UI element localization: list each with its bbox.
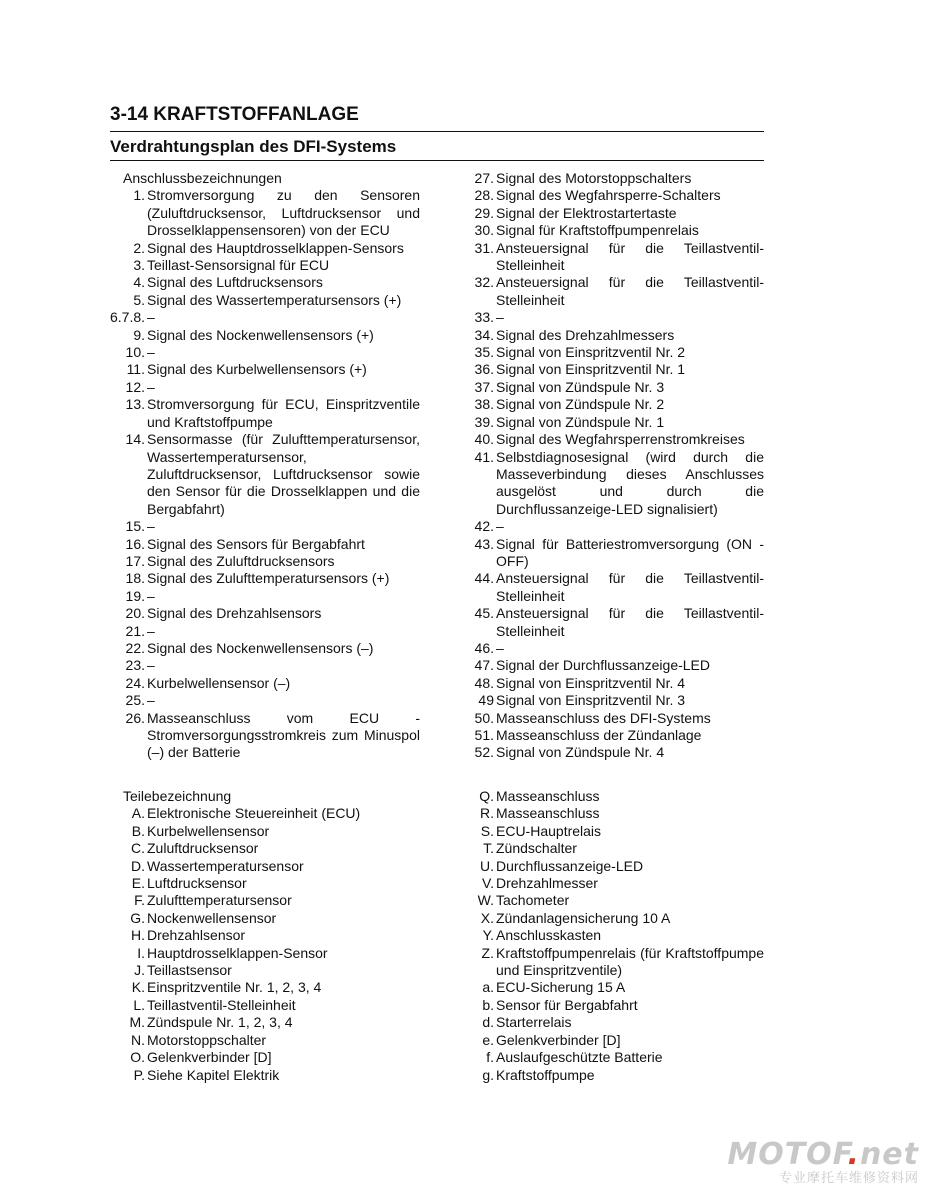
watermark-brand-dot: . (847, 1137, 860, 1172)
part-item-text: Zündspule Nr. 1, 2, 3, 4 (147, 1014, 293, 1031)
connector-item-number: 39. (474, 413, 494, 430)
connector-item-number: 9. (133, 326, 145, 343)
connector-item (468, 710, 764, 727)
connector-item (468, 205, 764, 222)
parts-heading: Teilebezeichnung (123, 788, 232, 804)
part-item-text: Kraftstoffpumpenrelais (für Kraftstoffpumpe und Einspritzventile) (496, 944, 764, 979)
connector-item-number: 49 (478, 692, 494, 709)
title-rule (110, 131, 764, 132)
part-item (110, 1067, 420, 1084)
connector-item-number: 33. (474, 309, 494, 326)
connector-item-number: 5. (133, 291, 145, 308)
part-item-number: g. (482, 1066, 494, 1083)
part-item-text: Wassertemperatursensor (147, 857, 304, 874)
connector-item-text: Ansteuersignal für die Teillastventil-Stelleinheit (496, 239, 764, 274)
part-item (468, 1014, 764, 1031)
connector-item (468, 675, 764, 692)
part-item-number: H. (131, 927, 145, 944)
connector-item-text: Signal des Wegfahrsperre-Schalters (496, 187, 721, 204)
connector-heading: Anschlussbezeichnungen (123, 170, 282, 186)
connector-item (110, 396, 420, 431)
connector-item-text: Masseanschluss der Zündanlage (496, 727, 702, 743)
connector-item (468, 570, 764, 605)
part-item (110, 1032, 420, 1049)
part-item (468, 1032, 764, 1049)
connector-item-text: – (147, 344, 155, 361)
part-item-text: Masseanschluss (496, 788, 600, 804)
connector-item (110, 570, 420, 587)
connector-item-text: Signal von Zündspule Nr. 4 (496, 744, 665, 761)
connector-item (468, 309, 764, 326)
part-item (468, 892, 764, 909)
part-item-number: Z. (481, 944, 494, 961)
connector-item (110, 257, 420, 274)
connector-item-number: 12. (125, 378, 145, 395)
connector-item-number: 41. (474, 448, 494, 465)
connector-item (468, 170, 764, 187)
part-item-text: Auslaufgeschützte Batterie (496, 1049, 663, 1066)
subtitle-rule (110, 160, 764, 161)
connector-item-number: 37. (474, 378, 494, 395)
connector-item-text: – (147, 657, 155, 674)
connector-item-number: 16. (125, 535, 145, 552)
connector-item-text: Signal des Wassertemperatursensors (+) (147, 291, 402, 308)
connector-item-number: 40. (474, 431, 494, 448)
part-item-number: a. (482, 979, 494, 996)
part-item-number: V. (482, 875, 494, 892)
connector-item (110, 536, 420, 553)
connector-item-text: Signal von Zündspule Nr. 3 (496, 378, 665, 395)
connector-item-text: Signal des Zuluftdrucksensors (147, 552, 335, 569)
connector-item (468, 518, 764, 535)
part-item (110, 927, 420, 944)
connector-item-number: 27. (474, 170, 494, 186)
connector-item (468, 344, 764, 361)
connector-item-number: 34. (474, 326, 494, 343)
watermark-brand (727, 1137, 919, 1172)
part-item (110, 910, 420, 927)
part-item-text: Motorstoppschalter (147, 1031, 267, 1048)
connector-item-number: 52. (474, 744, 494, 761)
connector-item-text: Signal des Zulufttemperatursensors (+) (147, 570, 390, 587)
connector-item (468, 187, 764, 204)
connector-item (110, 344, 420, 361)
connector-item (110, 309, 420, 326)
part-item (468, 823, 764, 840)
connector-item-text: Signal des Wegfahrsperrenstromkreises (496, 431, 745, 448)
connector-item-number: 51. (474, 727, 494, 743)
connector-item-number: 47. (474, 657, 494, 674)
part-item-number: W. (477, 892, 494, 909)
connector-item-text: Selbstdiagnosesignal (wird durch die Masseverbindung dieses Anschlusses ausgelöst und durch die Durchflussanzeige-LED signalisiert) (496, 448, 764, 517)
part-item-text: Zündanlagensicherung 10 A (496, 909, 671, 926)
connector-item-text: – (147, 309, 155, 326)
part-item-number: f. (486, 1049, 494, 1066)
part-item-text: Anschlusskasten (496, 927, 602, 944)
connector-item-text: Signal des Drehzahlmessers (496, 326, 675, 343)
connector-item-number: 42. (474, 518, 494, 535)
connector-item (110, 605, 420, 622)
part-item-text: Durchflussanzeige-LED (496, 857, 644, 874)
part-item-number: d. (482, 1014, 494, 1031)
connector-item-number: 20. (125, 605, 145, 622)
part-item-number: B. (131, 822, 145, 839)
part-item (110, 805, 420, 822)
connector-item (468, 657, 764, 674)
part-item-text: Luftdrucksensor (147, 875, 247, 892)
connector-list-right (468, 170, 764, 762)
part-item-number: Q. (479, 788, 494, 804)
part-item-text: Einspritzventile Nr. 1, 2, 3, 4 (147, 979, 322, 996)
connector-item-text: Signal des Kurbelwellensensors (+) (147, 361, 367, 378)
part-item-text: Zuluftdrucksensor (147, 840, 259, 857)
part-item-text: ECU-Sicherung 15 A (496, 979, 626, 996)
part-item-number: T. (483, 840, 494, 857)
part-item-number: M. (129, 1014, 145, 1031)
connector-item (110, 518, 420, 535)
connector-item-text: Signal des Drehzahlsensors (147, 605, 322, 622)
connector-item (110, 187, 420, 239)
part-item-text: Hauptdrosselklappen-Sensor (147, 944, 328, 961)
part-item-text: Kurbelwellensensor (147, 822, 270, 839)
part-item-number: E. (131, 875, 145, 892)
part-item (110, 840, 420, 857)
connector-item-text: Signal von Einspritzventil Nr. 4 (496, 674, 686, 691)
connector-item (468, 274, 764, 309)
connector-item (468, 361, 764, 378)
connector-item-text: – (147, 518, 155, 535)
connector-item-number: 30. (474, 222, 494, 239)
connector-item-number: 22. (125, 639, 145, 656)
connector-item-text: – (147, 587, 155, 604)
part-item-text: Zündschalter (496, 840, 577, 857)
connector-item (110, 692, 420, 709)
part-item-number: N. (131, 1031, 145, 1048)
connector-item-number: 2. (133, 239, 145, 256)
part-item-number: P. (133, 1066, 145, 1083)
connector-item-number: 24. (125, 674, 145, 691)
part-item-text: Elektronische Steuereinheit (ECU) (147, 805, 361, 822)
connector-item-text: – (496, 518, 504, 535)
part-item-text: Gelenkverbinder [D] (496, 1031, 621, 1048)
connector-item (110, 361, 420, 378)
part-item (468, 910, 764, 927)
connector-item (468, 240, 764, 275)
part-item-number: D. (131, 857, 145, 874)
connector-item (468, 727, 764, 744)
connector-item-text: Signal des Hauptdrosselklappen-Sensors (147, 239, 404, 256)
part-item-number: R. (480, 805, 494, 822)
parts-items-left (110, 805, 420, 1084)
connector-item-number: 21. (125, 622, 145, 639)
connector-item-text: Signal der Elektrostartertaste (496, 204, 677, 221)
page-subtitle: Verdrahtungsplan des DFI-Systems (110, 137, 397, 156)
part-item (468, 1049, 764, 1066)
connector-item-number: 35. (474, 344, 494, 361)
part-item-number: J. (134, 962, 145, 979)
part-item-number: K. (131, 979, 145, 996)
connector-item (468, 536, 764, 571)
part-item (110, 945, 420, 962)
part-item (110, 858, 420, 875)
connector-item-text: Signal von Zündspule Nr. 2 (496, 396, 665, 413)
part-item-text: Drehzahlmesser (496, 875, 598, 892)
part-item-text: Teillastventil-Stelleinheit (147, 996, 296, 1013)
part-item (468, 840, 764, 857)
part-item-number: b. (482, 996, 494, 1013)
connector-item-number: 13. (125, 396, 145, 413)
connector-item (110, 431, 420, 518)
part-item-text: ECU-Hauptrelais (496, 822, 602, 839)
parts-list-right (468, 788, 764, 1084)
connector-item-number: 11. (126, 361, 145, 378)
connector-item-number: 14. (125, 431, 145, 448)
connector-item-number: 4. (133, 274, 145, 291)
connector-item-text: Signal des Nockenwellensensors (+) (147, 326, 374, 343)
connector-item (468, 327, 764, 344)
part-item (110, 979, 420, 996)
connector-item (110, 588, 420, 605)
connector-item-number: 50. (474, 709, 494, 726)
connector-list-left (110, 170, 420, 762)
connector-item (110, 710, 420, 762)
connector-item (468, 744, 764, 761)
part-item-number: L. (133, 996, 145, 1013)
part-item-text: Starterrelais (496, 1014, 572, 1031)
parts-list-left (110, 788, 420, 1084)
connector-item (468, 379, 764, 396)
part-item-text: Siehe Kapitel Elektrik (147, 1066, 280, 1083)
connector-item-number: 15. (125, 518, 145, 535)
part-item (468, 788, 764, 805)
connector-item-text: Stromversorgung für ECU, Einspritzventile und Kraftstoffpumpe (147, 396, 420, 430)
connector-item-text: – (147, 378, 155, 395)
connector-item-number: 23. (125, 657, 145, 674)
connector-item-number: 18. (125, 570, 145, 587)
connector-items-left (110, 187, 420, 761)
connector-item-text: – (147, 692, 155, 709)
part-item-number: F. (134, 892, 145, 909)
connector-item-text: Signal für Kraftstoffpumpenrelais (496, 222, 699, 239)
connector-item-number: 19. (125, 587, 145, 604)
connector-item-text: Signal des Motorstoppschalters (496, 170, 692, 186)
section-title: 3-14 KRAFTSTOFFANLAGE (110, 104, 359, 125)
connector-item (110, 274, 420, 291)
connector-item (468, 414, 764, 431)
connector-item (468, 222, 764, 239)
part-item-text: Gelenkverbinder [D] (147, 1049, 272, 1066)
connector-item-number: 48. (474, 674, 494, 691)
connector-item (468, 640, 764, 657)
part-item (110, 1014, 420, 1031)
connector-item (468, 692, 764, 709)
connector-item-text: – (496, 309, 504, 326)
connector-item-number: 45. (474, 605, 494, 622)
connector-item (110, 292, 420, 309)
connector-item-text: Ansteuersignal für die Teillastventil-Stelleinheit (496, 274, 764, 308)
connector-item (468, 396, 764, 413)
connector-item (110, 553, 420, 570)
part-item (110, 875, 420, 892)
connector-item-text: Signal der Durchflussanzeige-LED (496, 657, 710, 674)
part-item-text: Masseanschluss (496, 805, 600, 822)
connector-item (110, 675, 420, 692)
connector-item-text: – (496, 639, 504, 656)
connector-item-text: Ansteuersignal für die Teillastventil-Stelleinheit (496, 605, 764, 639)
connector-item-text: Stromversorgung zu den Sensoren (Zuluftdrucksensor, Luftdrucksensor und Drosselklappensensoren) von der ECU (147, 187, 420, 239)
connector-item-text: Signal von Einspritzventil Nr. 3 (496, 692, 686, 709)
connector-item-text: Masseanschluss vom ECU -Stromversorgungsstromkreis zum Minuspol (–) der Batterie (147, 709, 420, 761)
part-item (468, 997, 764, 1014)
document-page (110, 102, 764, 161)
connector-item (468, 449, 764, 519)
connector-item-number: 38. (474, 396, 494, 413)
watermark-brand-tld: net (859, 1137, 919, 1172)
part-item-number: U. (480, 857, 494, 874)
watermark-brand-main: MOTOF (727, 1137, 848, 1172)
connector-item-number: 26. (125, 709, 145, 726)
part-item-number: I. (137, 944, 145, 961)
connector-item-text: Ansteuersignal für die Teillastventil-Stelleinheit (496, 570, 764, 604)
part-item (468, 979, 764, 996)
part-item (468, 875, 764, 892)
part-item (468, 858, 764, 875)
parts-items-right (468, 788, 764, 1084)
connector-item-number: 10. (125, 344, 145, 361)
connector-item-text: – (147, 622, 155, 639)
connector-item-number: 36. (474, 361, 494, 378)
connector-item (110, 657, 420, 674)
connector-item (110, 623, 420, 640)
part-item-number: G. (130, 909, 145, 926)
connector-item-number: 29. (474, 204, 494, 221)
connector-item-number: 25. (125, 692, 145, 709)
part-item-number: A. (131, 805, 145, 822)
part-item (110, 997, 420, 1014)
connector-item-number: 28. (474, 187, 494, 204)
part-item (110, 1049, 420, 1066)
part-item-number: O. (130, 1049, 145, 1066)
part-item-text: Tachometer (496, 892, 570, 909)
part-item (110, 823, 420, 840)
watermark-logo (727, 1137, 919, 1186)
connector-item-number: 3. (133, 257, 145, 274)
connector-item (468, 431, 764, 448)
connector-item-number: 46. (474, 639, 494, 656)
part-item (110, 962, 420, 979)
part-item-number: e. (482, 1031, 494, 1048)
part-item-text: Drehzahlsensor (147, 927, 246, 944)
connector-item-number: 1. (133, 187, 145, 204)
connector-item-text: Signal von Einspritzventil Nr. 1 (496, 361, 686, 378)
part-item (468, 927, 764, 944)
connector-items-right (468, 170, 764, 762)
connector-item-text: Teillast-Sensorsignal für ECU (147, 257, 330, 274)
connector-item (110, 327, 420, 344)
connector-item-text: Signal für Batteriestromversorgung (ON -OFF) (496, 535, 764, 569)
connector-item-number: 32. (474, 274, 494, 291)
connector-item-text: Signal von Einspritzventil Nr. 2 (496, 344, 686, 361)
part-item-text: Sensor für Bergabfahrt (496, 996, 638, 1013)
connector-item-text: Kurbelwellensensor (–) (147, 674, 291, 691)
part-item-number: X. (480, 909, 494, 926)
connector-item (110, 379, 420, 396)
part-item (468, 945, 764, 980)
part-item-text: Zulufttemperatursensor (147, 892, 292, 909)
connector-item-number: 17. (125, 552, 145, 569)
part-item (110, 892, 420, 909)
part-item-text: Kraftstoffpumpe (496, 1066, 595, 1083)
part-item-text: Nockenwellensensor (147, 909, 277, 926)
connector-item-text: Signal des Luftdrucksensors (147, 274, 323, 291)
part-item-number: S. (480, 822, 494, 839)
connector-item-number: 31. (474, 239, 494, 256)
connector-item-text: Signal des Nockenwellensensors (–) (147, 639, 374, 656)
part-item (468, 1067, 764, 1084)
connector-item-text: Signal von Zündspule Nr. 1 (496, 413, 665, 430)
part-item-number: Y. (482, 927, 494, 944)
part-item (468, 805, 764, 822)
connector-item (110, 240, 420, 257)
connector-item-text: Signal des Sensors für Bergabfahrt (147, 535, 365, 552)
connector-item (110, 640, 420, 657)
watermark-tagline: 专业摩托车维修资料网 (778, 1170, 919, 1185)
connector-item-number: 43. (474, 535, 494, 552)
connector-item-text: Sensormasse (für Zulufttemperatursensor, Wassertemperatursensor, Zuluftdrucksensor, Luftdrucksensor sowie den Sensor für die Drosselklappen und die Bergabfahrt) (147, 431, 420, 517)
part-item-number: C. (131, 840, 145, 857)
connector-item-number: 6.7.8. (110, 309, 146, 326)
part-item-text: Teillastsensor (147, 962, 232, 979)
connector-item (468, 605, 764, 640)
connector-item-number: 44. (474, 570, 494, 587)
connector-item-text: Masseanschluss des DFI-Systems (496, 709, 711, 726)
